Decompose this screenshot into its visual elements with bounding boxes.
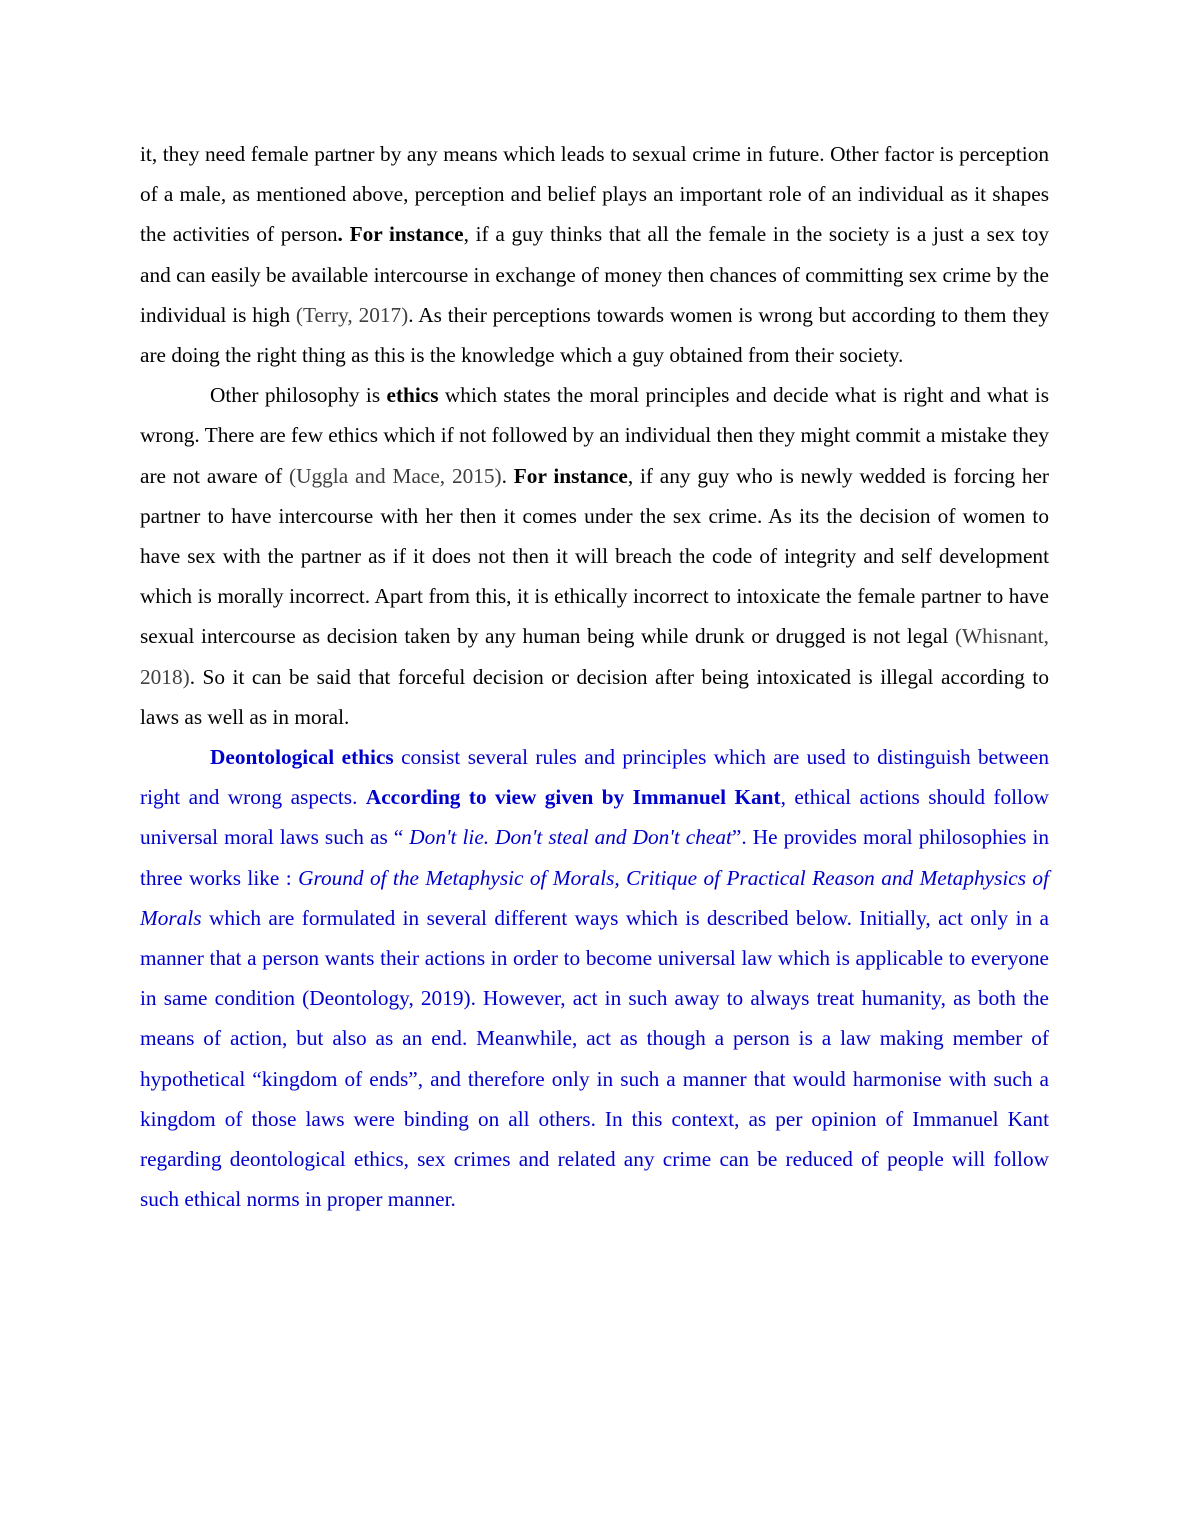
paragraph-ethics (140, 375, 1049, 737)
paragraph-text: which are formulated in several different ways which is described below. Initially, act only in a manner that a person wants their actions in order to become universal law which is applicable to everyone in same condition (Deontology, 2019). However, act in such away to always treat humanity, as both the means of action, but also as an end. Meanwhile, act as though a person is a law making member of hypothetical “kingdom of ends”, and therefore only in such a manner that would harmonise with such a kingdom of those laws were binding on all others. In this context, as per opinion of Immanuel Kant regarding deontological ethics, sex crimes and related any crime can be reduced of people will follow such ethical norms in proper manner. (140, 905, 1049, 1212)
paragraph-perception (140, 134, 1049, 375)
paragraph-text: ”. He provides moral philosophies in three works like : (140, 825, 1050, 890)
citation-whisnant: (Whisnant, 2018) (140, 624, 1049, 689)
bold-for-instance: For instance (513, 463, 628, 488)
italic-kant-works: Ground of the Metaphysic of Morals, Critique of Practical Reason and Metaphysics of Morals (140, 865, 1049, 930)
paragraph-text: . As their perceptions towards women is wrong but according to them they are doing the right thing as this is the knowledge which a guy obtained from their society. (140, 302, 1049, 368)
paragraph-text: , if a guy thinks that all the female in the society is a just a sex toy and can easily be available intercourse in exchange of money then chances of committing sex crime by the individual is high (140, 222, 1049, 327)
italic-moral-laws: Don't lie. Don't steal and Don't cheat (409, 825, 732, 850)
paragraph-text: , if any guy who is newly wedded is forcing her partner to have intercourse with her then it comes under the sex crime. As its the decision of women to have sex with the partner as if it does not then it will breach the code of integrity and self development which is morally incorrect. Apart from this, it is ethically incorrect to intoxicate the female partner to have sexual intercourse as decision taken by any human being while drunk or drugged is not legal (140, 463, 1050, 649)
paragraph-text: Other philosophy is (210, 383, 387, 408)
paragraph-text: consist several rules and principles which are used to distinguish between right and wrong aspects. (140, 745, 1049, 810)
paragraph-text: which states the moral principles and decide what is right and what is wrong. There are few ethics which if not followed by an individual then they might commit a mistake they are not aware of (140, 383, 1049, 488)
document-page (140, 134, 1049, 1219)
bold-ethics: ethics (386, 383, 439, 408)
paragraph-text: . (501, 463, 514, 488)
bold-for-instance: . For instance (337, 222, 464, 247)
bold-kant-view: According to view given by Immanuel Kant (365, 785, 781, 810)
citation-terry: (Terry, 2017) (295, 302, 409, 327)
citation-uggla-mace: (Uggla and Mace, 2015) (289, 463, 502, 488)
bold-deontological-ethics: Deontological ethics (210, 745, 394, 770)
paragraph-text: . So it can be said that forceful decision or decision after being intoxicated is illegal according to laws as well as in moral. (140, 664, 1049, 729)
paragraph-text: , ethical actions should follow universal moral laws such as “ (140, 785, 1050, 850)
paragraph-deontological-ethics (140, 737, 1049, 1219)
paragraph-text: it, they need female partner by any means which leads to sexual crime in future. Other factor is perception of a male, as mentioned above, perception and belief plays an important role of an individual as it shapes the activities of person (140, 142, 1049, 247)
